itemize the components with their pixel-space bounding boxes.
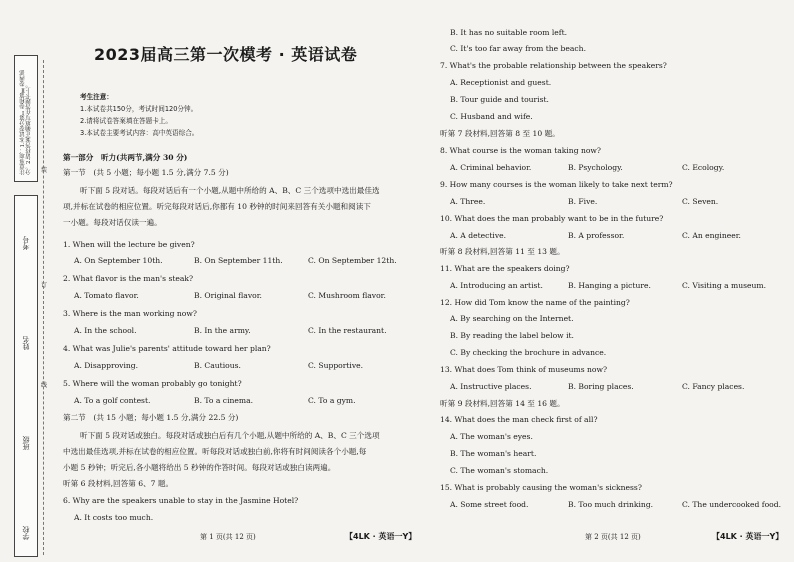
page-number: 第 1 页(共 12 页)	[200, 533, 256, 541]
option-c: C. Fancy places.	[682, 382, 745, 391]
exam-title: 2023届高三第一次模考 · 英语试卷	[94, 45, 358, 64]
section-heading: 第二节 (共 15 小题；每小题 1.5 分,满分 22.5 分)	[63, 413, 239, 422]
option-c: C. To a gym.	[308, 396, 356, 405]
paper-code: 【4LK · 英语一Y】	[712, 532, 784, 541]
option-b: B. Tour guide and tourist.	[450, 95, 549, 104]
side-notice: 注意事项：1.本试卷分第Ⅰ卷和第Ⅱ卷两部分。2.请将答案正确填写在答题卡上。	[20, 69, 32, 175]
option-a: A. Receptionist and guest.	[450, 78, 552, 87]
option-b: B. Boring places.	[568, 382, 634, 391]
instruction-line: 一小题。每段对话仅读一遍。	[63, 218, 162, 227]
material-heading: 听第 9 段材料,回答第 14 至 16 题。	[440, 399, 565, 408]
option-a: A. Disapproving.	[74, 361, 139, 370]
option-b: B. In the army.	[194, 326, 251, 335]
instruction-line: 听下面 5 段对话。每段对话后有一个小题,从题中所给的 A、B、C 三个选项中选出最佳选	[80, 186, 380, 195]
option-a: A. Introducing an artist.	[450, 281, 543, 290]
option-c: C. Supportive.	[308, 361, 364, 370]
option-a: A. The woman's eyes.	[450, 432, 533, 441]
seal-char-3: 线	[41, 382, 48, 389]
instruction-line: 中选出最佳选项,并标在试卷的相应位置。听每段对话或独白前,你将有时间阅读各个小题,每	[63, 447, 367, 456]
page-number: 第 2 页(共 12 页)	[585, 533, 641, 541]
option-c: C. Seven.	[682, 197, 719, 206]
question-text: 14. What does the man check first of all?	[440, 415, 598, 424]
option-a: A. Tomato flavor.	[74, 291, 139, 300]
option-a: A. Criminal behavior.	[450, 163, 532, 172]
option-b: B. The woman's heart.	[450, 449, 537, 458]
instruction-line: 小题 5 秒钟；听完后,各小题将给出 5 秒钟的作答时间。每段对话或独白读两遍。	[63, 463, 336, 472]
label-exam-no: 考号	[22, 236, 30, 250]
option-c: C. Visiting a museum.	[682, 281, 767, 290]
option-b: B. Five.	[568, 197, 598, 206]
question-text: 15. What is probably causing the woman's sickness?	[440, 483, 642, 492]
option-a: A. A detective.	[450, 231, 507, 240]
label-name: 姓名	[22, 336, 30, 350]
label-class: 班级	[22, 436, 30, 450]
option-b: B. On September 11th.	[194, 256, 283, 265]
option-c: C. Husband and wife.	[450, 112, 533, 121]
notice-box	[14, 55, 38, 182]
option-c: C. The undercooked food.	[682, 500, 781, 509]
question-text: 2. What flavor is the man's steak?	[63, 274, 194, 283]
option-b: B. A professor.	[568, 231, 625, 240]
question-text: 9. How many courses is the woman likely to take next term?	[440, 180, 673, 189]
binding-strip	[4, 55, 38, 555]
option-a: A. To a golf contest.	[74, 396, 151, 405]
seal-char-2: 订	[41, 282, 48, 289]
candidate-info-box	[14, 195, 38, 557]
option-b: B. Too much drinking.	[568, 500, 654, 509]
option-a: A. By searching on the Internet.	[450, 314, 574, 323]
material-heading: 听第 7 段材料,回答第 8 至 10 题。	[440, 129, 560, 138]
material-heading: 听第 8 段材料,回答第 11 至 13 题。	[440, 247, 565, 256]
option-c: C. On September 12th.	[308, 256, 397, 265]
option-b: B. By reading the label below it.	[450, 331, 574, 340]
instruction-line: 听下面 5 段对话或独白。每段对话或独白后有几个小题,从题中所给的 A、B、C 三个选项	[80, 431, 380, 440]
notice-item: 1.本试卷共150分，考试时间120分钟。	[80, 105, 198, 113]
question-text: 12. How did Tom know the name of the painting?	[440, 298, 630, 307]
option-c: C. The woman's stomach.	[450, 466, 549, 475]
option-c: C. In the restaurant.	[308, 326, 387, 335]
question-text: 11. What are the speakers doing?	[440, 264, 570, 273]
question-text: 10. What does the man probably want to be in the future?	[440, 214, 664, 223]
option-b: B. It has no suitable room left.	[450, 28, 568, 37]
part-heading: 第一部分 听力(共两节,满分 30 分)	[63, 153, 188, 162]
material-heading: 听第 6 段材料,回答第 6、7 题。	[63, 479, 174, 488]
question-text: 6. Why are the speakers unable to stay in the Jasmine Hotel?	[63, 496, 299, 505]
notice-heading: 考生注意：	[80, 93, 113, 101]
option-a: A. Instructive places.	[450, 382, 532, 391]
notice-item: 2.请将试卷答案填在答题卡上。	[80, 117, 173, 125]
question-text: 7. What's the probable relationship between the speakers?	[440, 61, 667, 70]
question-text: 13. What does Tom think of museums now?	[440, 365, 608, 374]
option-a: A. On September 10th.	[74, 256, 163, 265]
option-b: B. Cautious.	[194, 361, 241, 370]
question-text: 3. Where is the man working now?	[63, 309, 197, 318]
section-heading: 第一节 (共 5 小题；每小题 1.5 分,满分 7.5 分)	[63, 168, 229, 177]
option-a: A. Three.	[450, 197, 486, 206]
option-c: C. Ecology.	[682, 163, 725, 172]
question-text: 1. When will the lecture be given?	[63, 240, 195, 249]
option-b: B. Psychology.	[568, 163, 623, 172]
option-b: B. To a cinema.	[194, 396, 254, 405]
instruction-line: 项,并标在试卷的相应位置。听完每段对话后,你都有 10 秒钟的时间来回答有关小题和阅读下	[63, 202, 371, 211]
option-c: C. It's too far away from the beach.	[450, 44, 586, 53]
option-b: B. Original flavor.	[194, 291, 262, 300]
option-a: A. In the school.	[74, 326, 137, 335]
option-c: C. Mushroom flavor.	[308, 291, 386, 300]
question-text: 4. What was Julie's parents' attitude toward her plan?	[63, 344, 271, 353]
label-school: 学校	[22, 526, 30, 540]
option-a: A. It costs too much.	[74, 513, 154, 522]
option-a: A. Some street food.	[450, 500, 529, 509]
question-text: 8. What course is the woman taking now?	[440, 146, 602, 155]
option-b: B. Hanging a picture.	[568, 281, 651, 290]
notice-item: 3.本试卷主要考试内容：高中英语综合。	[80, 129, 199, 137]
paper-code: 【4LK · 英语一Y】	[345, 532, 417, 541]
option-c: C. By checking the brochure in advance.	[450, 348, 607, 357]
option-c: C. An engineer.	[682, 231, 741, 240]
binding-dash-line	[43, 60, 44, 555]
question-text: 5. Where will the woman probably go tonight?	[63, 379, 242, 388]
seal-char-1: 装	[41, 167, 48, 174]
